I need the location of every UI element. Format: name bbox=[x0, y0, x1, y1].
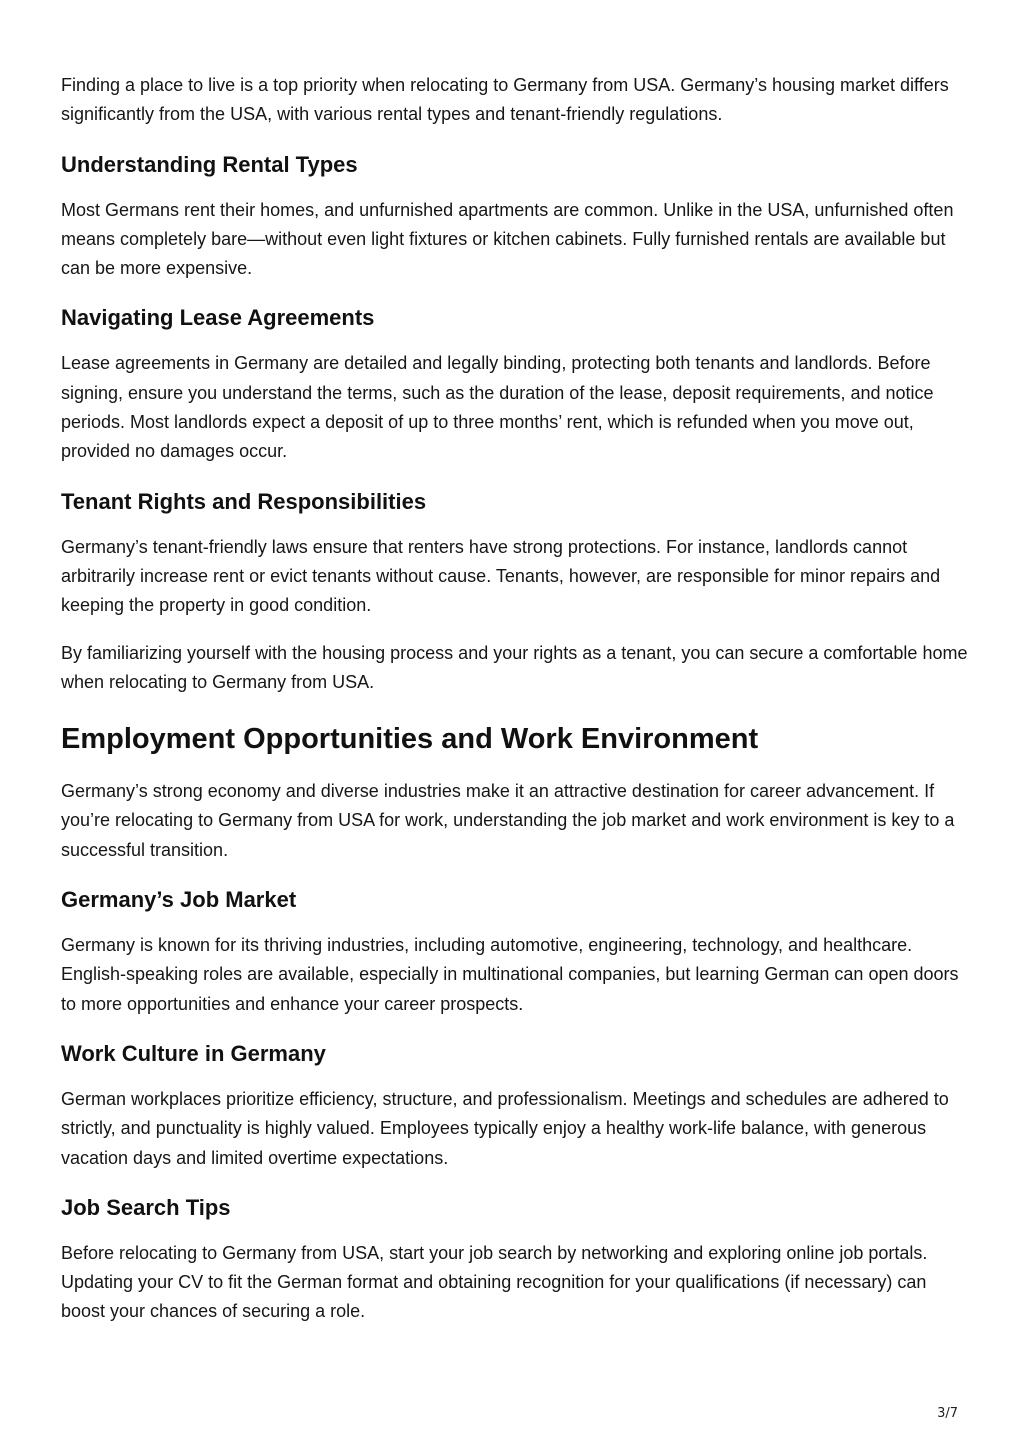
housing-intro-paragraph: Finding a place to live is a top priority when relocating to Germany from USA. Germany’s housing market differs significantly from the USA, with various rental types and tenant-friendly regulations. bbox=[61, 75, 949, 125]
job-market-paragraph: Germany is known for its thriving industries, including automotive, engineering, technology, and healthcare. English-speaking roles are available, especially in multinational companies, but learning German can open doors to more opportunities and enhance your career prospects. bbox=[61, 935, 959, 1014]
tenant-rights-paragraph: Germany’s tenant-friendly laws ensure that renters have strong protections. For instance, landlords cannot arbitrarily increase rent or evict tenants without cause. Tenants, however, are responsible for minor repairs and keeping the property in good condition. bbox=[61, 536, 941, 616]
heading-job-market: Germany’s Job Market bbox=[61, 887, 297, 913]
employment-intro-paragraph: Germany’s strong economy and diverse industries make it an attractive destination for career advancement. If you’re relocating to Germany from USA for work, understanding the job market and work environment is key to a successful transition. bbox=[61, 781, 955, 860]
job-search-tips-paragraph: Before relocating to Germany from USA, start your job search by networking and exploring online job portals. Updating your CV to fit the German format and obtaining recognition for your qualifications (if necessary) can boost your chances of securing a role. bbox=[61, 1242, 928, 1322]
heading-work-culture: Work Culture in Germany bbox=[61, 1040, 326, 1066]
work-culture-paragraph: German workplaces prioritize efficiency, structure, and professionalism. Meetings and schedules are adhered to strictly, and punctuality is highly valued. Employees typically enjoy a healthy work-life balance, with generous vacation days and limited overtime expectations. bbox=[61, 1088, 949, 1168]
housing-conclusion-paragraph: By familiarizing yourself with the housing process and your rights as a tenant, you can secure a comfortable home when relocating to Germany from USA. bbox=[61, 642, 968, 692]
heading-rental-types: Understanding Rental Types bbox=[61, 151, 358, 177]
rental-types-paragraph: Most Germans rent their homes, and unfurnished apartments are common. Unlike in the USA, unfurnished often means completely bare—without even light fixtures or kitchen cabinets. Fully furnished rentals are available but can be more expensive. bbox=[61, 199, 954, 279]
page-number: 3/7 bbox=[937, 1406, 958, 1421]
document-page bbox=[61, 71, 971, 1327]
heading-job-search-tips: Job Search Tips bbox=[61, 1194, 231, 1220]
heading-tenant-rights: Tenant Rights and Responsibilities bbox=[61, 488, 427, 514]
lease-agreements-paragraph: Lease agreements in Germany are detailed and legally binding, protecting both tenants and landlords. Before signing, ensure you understand the terms, such as the duration of the lease, deposit requirements, and notice periods. Most landlords expect a deposit of up to three months’ rent, which is refunded when you move out, provided no damages occur. bbox=[61, 353, 934, 462]
heading-employment: Employment Opportunities and Work Environment bbox=[61, 723, 759, 756]
heading-lease-agreements: Navigating Lease Agreements bbox=[61, 305, 375, 331]
